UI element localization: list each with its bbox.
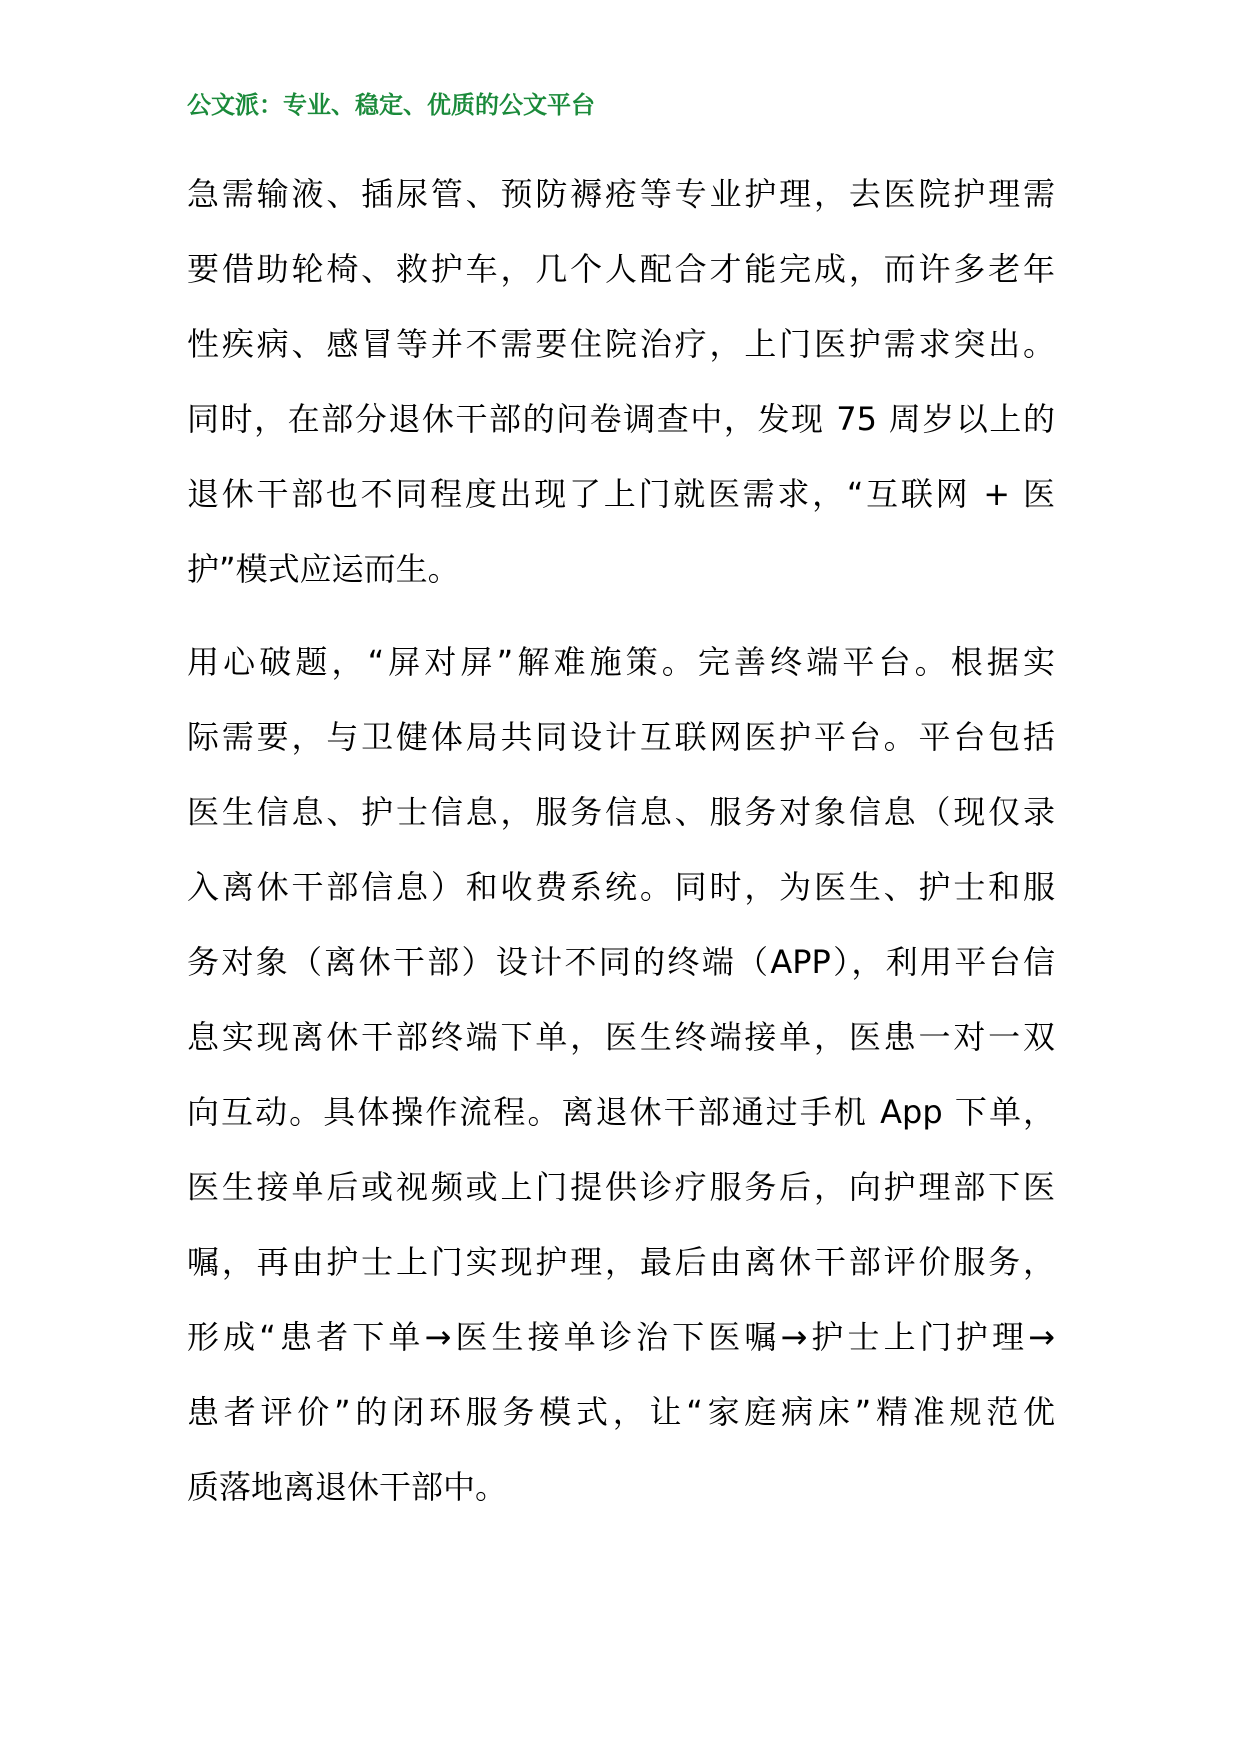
paragraph-line: 同时，在部分退休干部的问卷调查中，发现 75 周岁以上的: [187, 400, 1055, 438]
paragraph-line: 务对象（离休干部）设计不同的终端（APP），利用平台信: [187, 943, 1055, 981]
paragraph-line: 向互动。具体操作流程。离退休干部通过手机 App 下单，: [187, 1093, 1055, 1131]
paragraph-line: 退休干部也不同程度出现了上门就医需求，“互联网 + 医: [187, 475, 1055, 513]
paragraph-line: 入离休干部信息）和收费系统。同时，为医生、护士和服: [187, 868, 1055, 906]
paragraph-line: 质落地离退休干部中。: [187, 1468, 508, 1506]
paragraph-line: 急需输液、插尿管、预防褥疮等专业护理，去医院护理需: [187, 175, 1055, 213]
paragraph-line: 息实现离休干部终端下单，医生终端接单，医患一对一双: [187, 1018, 1055, 1056]
document-header: 公文派：专业、稳定、优质的公文平台: [187, 90, 595, 119]
paragraph-line: 护”模式应运而生。: [187, 550, 460, 588]
paragraph-line: 际需要，与卫健体局共同设计互联网医护平台。平台包括: [187, 718, 1055, 756]
paragraph-line: 要借助轮椅、救护车，几个人配合才能完成，而许多老年: [187, 250, 1055, 288]
paragraph-line: 用心破题，“屏对屏”解难施策。完善终端平台。根据实: [187, 643, 1055, 681]
paragraph-line: 形成“患者下单→医生接单诊治下医嘱→护士上门护理→: [187, 1318, 1055, 1356]
paragraph-line: 性疾病、感冒等并不需要住院治疗，上门医护需求突出。: [187, 325, 1055, 363]
paragraph-1: [187, 157, 1055, 607]
paragraph-line: 嘱，再由护士上门实现护理，最后由离休干部评价服务，: [187, 1243, 1055, 1281]
paragraph-line: 医生接单后或视频或上门提供诊疗服务后，向护理部下医: [187, 1168, 1055, 1206]
paragraph-line: 医生信息、护士信息，服务信息、服务对象信息（现仅录: [187, 793, 1055, 831]
paragraph-2: [187, 625, 1055, 1525]
paragraph-line: 患者评价”的闭环服务模式，让“家庭病床”精准规范优: [187, 1393, 1055, 1431]
